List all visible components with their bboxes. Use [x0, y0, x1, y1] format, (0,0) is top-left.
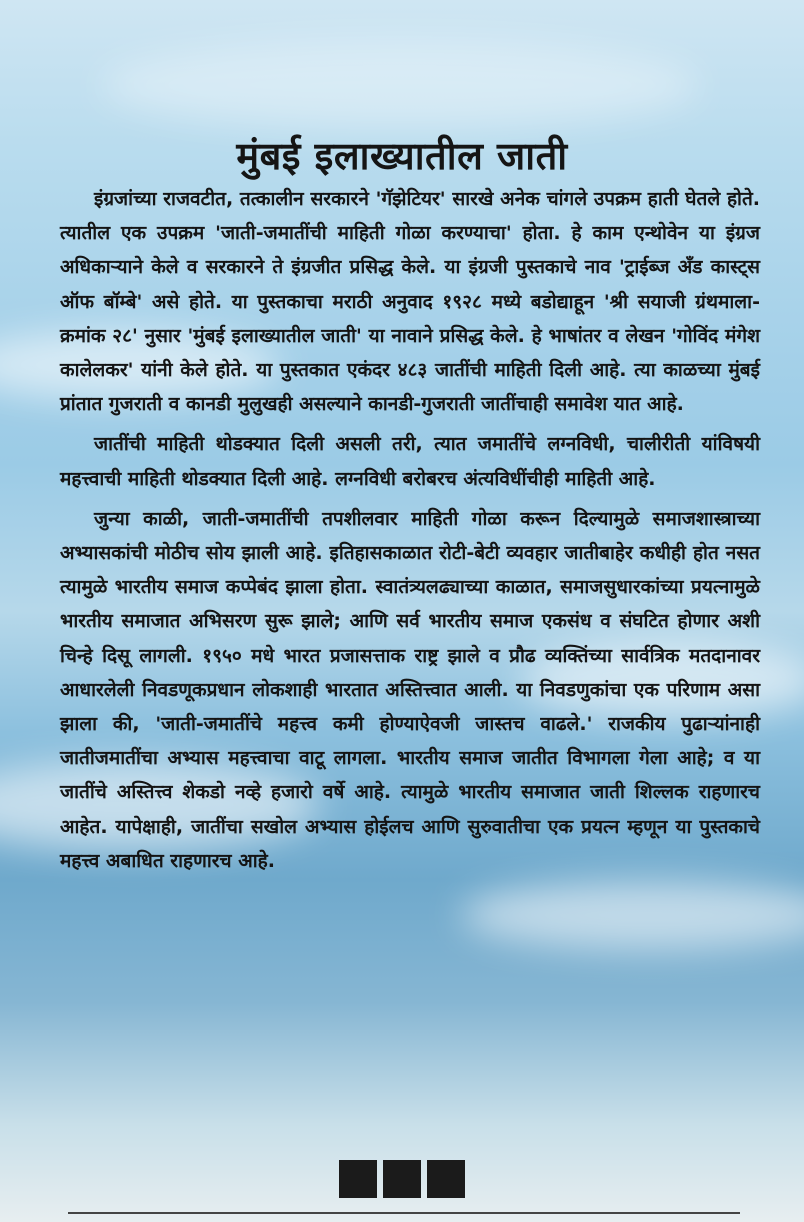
ornament-square-2: [383, 1160, 421, 1198]
page-title: मुंबई इलाख्यातील जाती: [236, 134, 568, 179]
sky-highlight: [100, 40, 700, 130]
end-ornament: [0, 1160, 804, 1198]
body-text: [60, 182, 760, 884]
paragraph-1: इंग्रजांच्या राजवटीत, तत्कालीन सरकारने 'गॅझेटियर' सारखे अनेक चांगले उपक्रम हाती घेतले होते. त्यातील एक उपक्रम 'जाती-जमातींची माहिती गोळा करण्याचा' होता. हे काम एन्थोवेन या इंग्रज अधिकाऱ्याने केले व सरकारने ते इंग्रजीत प्रसिद्ध केले. या इंग्रजी पुस्तकाचे नाव 'ट्राईब्ज अँड कास्ट्स ऑफ बॉम्बे' असे होते. या पुस्तकाचा मराठी अनुवाद १९२८ मध्ये बडोद्याहून 'श्री सयाजी ग्रंथमाला- क्रमांक २८' नुसार 'मुंबई इलाख्यातील जाती' या नावाने प्रसिद्ध केले. हे भाषांतर व लेखन 'गोविंद मंगेश कालेलकर' यांनी केले होते. या पुस्तकात एकंदर ४८३ जातींची माहिती दिली आहे. त्या काळच्या मुंबई प्रांतात गुजराती व कानडी मुलुखही असल्याने कानडी-गुजराती जातींचाही समावेश यात आहे.: [60, 188, 760, 416]
cloud-right-lower: [460, 880, 804, 950]
bottom-divider: [68, 1212, 740, 1214]
paragraph-3: जुन्या काळी, जाती-जमातींची तपशीलवार माहिती गोळा करून दिल्यामुळे समाजशास्त्राच्या अभ्यासकांची मोठीच सोय झाली आहे. इतिहासकाळात रोटी-बेटी व्यवहार जातीबाहेर कधीही होत नसत त्यामुळे भारतीय समाज कप्पेबंद झाला होता. स्वातंत्र्यलढ्याच्या काळात, समाजसुधारकांच्या प्रयत्नामुळे भारतीय समाजात अभिसरण सुरू झाले; आणि सर्व भारतीय समाज एकसंध व संघटित होणार अशी चिन्हे दिसू लागली. १९५० मधे भारत प्रजासत्ताक राष्ट्र झाले व प्रौढ व्यक्तिंच्या सार्वत्रिक मतदानावर आधारलेली निवडणूकप्रधान लोकशाही भारतात अस्तित्त्वात आली. या निवडणुकांचा एक परिणाम असा झाला की, 'जाती-जमातींचे महत्त्व कमी होण्याऐवजी जास्तच वाढले.' राजकीय पुढाऱ्यांनाही जातीजमातींचा अभ्यास महत्त्वाचा वाटू लागला. भारतीय समाज जातीत विभागला गेला आहे; व या जातींचे अस्तित्त्व शेकडो नव्हे हजारो वर्षे आहे. त्यामुळे भारतीय समाजात जाती शिल्लक राहणारच आहेत. यापेक्षाही, जातींचा सखोल अभ्यास होईलच आणि सुरुवातीचा एक प्रयत्न म्हणून या पुस्तकाचे महत्त्व अबाधित राहणारच आहे.: [60, 507, 760, 872]
ornament-square-3: [427, 1160, 465, 1198]
ornament-square-1: [339, 1160, 377, 1198]
paragraph-2: जातींची माहिती थोडक्यात दिली असली तरी, त्यात जमातींचे लग्नविधी, चालीरीती यांविषयी महत्त्वाची माहिती थोडक्यात दिली आहे. लग्नविधी बरोबरच अंत्यविधींचीही माहिती आहे.: [60, 433, 760, 490]
